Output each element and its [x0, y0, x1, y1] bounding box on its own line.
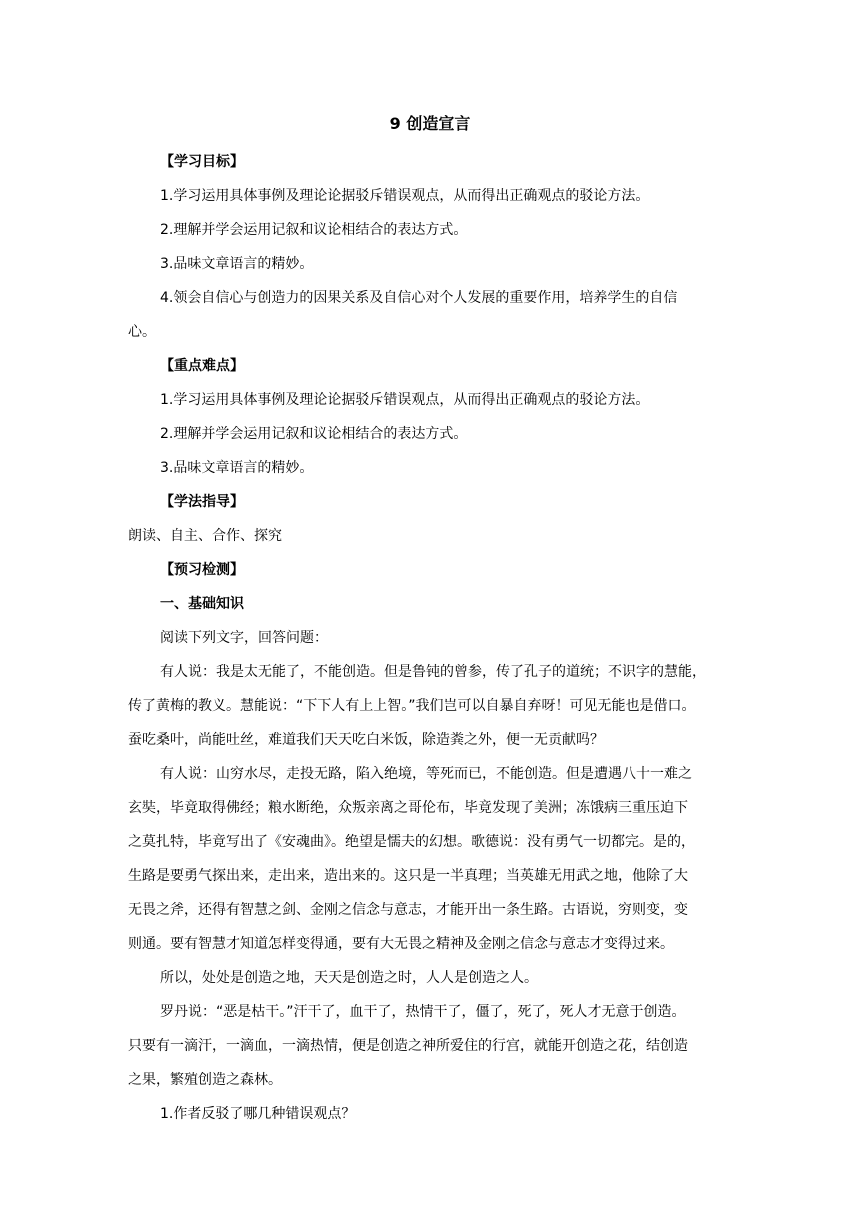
passage-line: 则通。要有智慧才知道怎样变得通，要有大无畏之精神及金刚之信念与意志才变得过来。 [128, 936, 674, 952]
reading-instruction: 阅读下列文字，回答问题： [160, 630, 328, 646]
section-heading-key-points: 【重点难点】 [160, 358, 244, 374]
passage-line: 只要有一滴汗，一滴血，一滴热情，便是创造之神所爱住的行宫，就能开创造之花，结创造 [128, 1038, 688, 1054]
passage-line: 传了黄梅的教义。慧能说：“下下人有上上智。”我们岂可以自暴自弃呀！可见无能也是借口。 [128, 698, 696, 714]
subheading-basic-knowledge: 一、基础知识 [160, 596, 244, 612]
goal-item: 3.品味文章语言的精妙。 [160, 256, 314, 272]
document-body [128, 111, 732, 1131]
passage-paragraph-4 [128, 995, 732, 1097]
passage-line: 罗丹说：“恶是枯干。”汗干了，血干了，热情干了，僵了，死了，死人才无意于创造。 [160, 1004, 686, 1020]
passage-line: 之莫扎特，毕竟写出了《安魂曲》。绝望是懦夫的幻想。歌德说：没有勇气一切都完。是的， [128, 834, 695, 850]
passage-line: 之果，繁殖创造之森林。 [128, 1072, 282, 1088]
question-1: 1.作者反驳了哪几种错误观点？ [160, 1106, 356, 1122]
passage-line: 玄奘，毕竟取得佛经；粮水断绝，众叛亲离之哥伦布，毕竟发现了美洲；冻饿病三重压迫下 [128, 800, 688, 816]
key-point-item: 2.理解并学会运用记叙和议论相结合的表达方式。 [160, 426, 468, 442]
passage-paragraph-3: 所以，处处是创造之地，天天是创造之时，人人是创造之人。 [160, 970, 538, 986]
passage-line: 有人说：我是太无能了，不能创造。但是鲁钝的曾参，传了孔子的道统；不识字的慧能， [160, 664, 706, 680]
goal-item-continuation: 心。 [128, 324, 156, 340]
passage-line: 生路是要勇气探出来，走出来，造出来的。这只是一半真理；当英雄无用武之地，他除了大 [128, 868, 688, 884]
passage-line: 无畏之斧，还得有智慧之剑、金刚之信念与意志，才能开出一条生路。古语说，穷则变，变 [128, 902, 688, 918]
key-point-item: 3.品味文章语言的精妙。 [160, 460, 314, 476]
section-heading-preview: 【预习检测】 [160, 562, 244, 578]
passage-paragraph-2 [128, 757, 732, 961]
section-heading-goals: 【学习目标】 [160, 154, 244, 170]
goal-item: 2.理解并学会运用记叙和议论相结合的表达方式。 [160, 222, 468, 238]
section-heading-method: 【学法指导】 [160, 494, 244, 510]
goal-item: 4.领会自信心与创造力的因果关系及自信心对个人发展的重要作用，培养学生的自信 [160, 290, 678, 306]
passage-paragraph-1 [128, 655, 732, 757]
method-text: 朗读、自主、合作、探究 [128, 528, 282, 544]
passage-line: 有人说：山穷水尽，走投无路，陷入绝境，等死而已，不能创造。但是遭遇八十一难之 [160, 766, 692, 782]
document-title: 9 创造宣言 [389, 114, 471, 133]
goal-item: 1.学习运用具体事例及理论论据驳斥错误观点，从而得出正确观点的驳论方法。 [160, 188, 650, 204]
passage-line: 蚕吃桑叶，尚能吐丝，难道我们天天吃白米饭，除造粪之外，便一无贡献吗？ [128, 732, 604, 748]
key-point-item: 1.学习运用具体事例及理论论据驳斥错误观点，从而得出正确观点的驳论方法。 [160, 392, 650, 408]
